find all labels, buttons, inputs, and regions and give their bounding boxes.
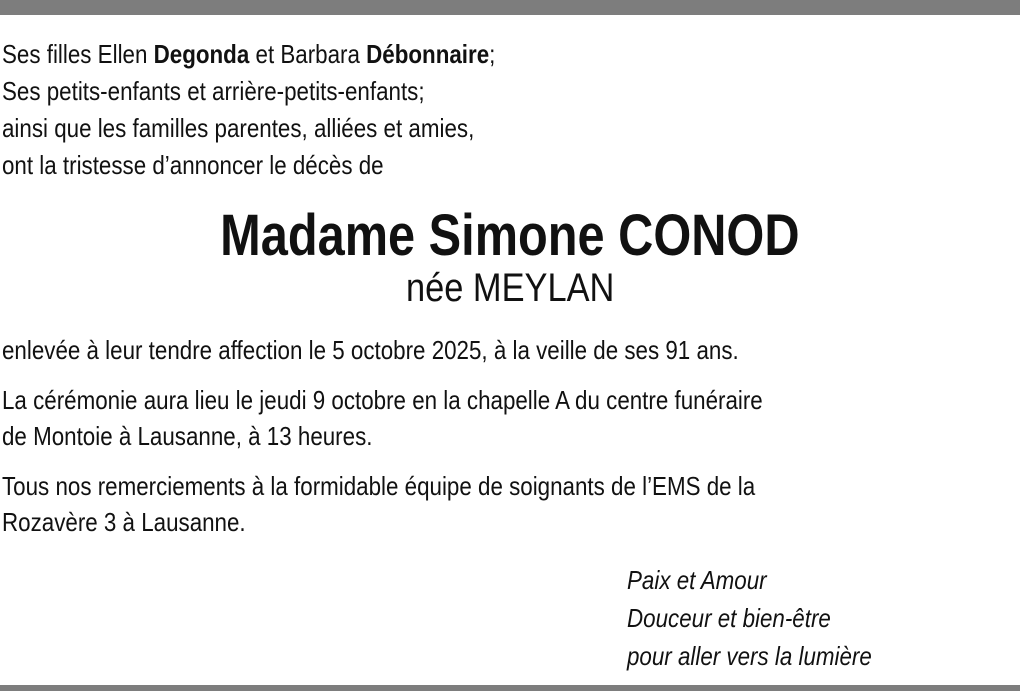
motto-line: Douceur et bien-être (627, 603, 831, 633)
family-name-degonda: Degonda (153, 39, 250, 69)
intro-text: et Barbara (249, 39, 367, 69)
motto-line: pour aller vers la lumière (627, 641, 872, 671)
family-name-debonnaire: Débonnaire (366, 39, 490, 69)
intro-line-grandchildren: Ses petits-enfants et arrière-petits-enfants; (2, 76, 425, 106)
deceased-name: Madame Simone CONOD (220, 203, 800, 268)
intro-text: ; (489, 39, 496, 69)
paragraph-line: de Montoie à Lausanne, à 13 heures. (2, 421, 373, 451)
paragraph-line: enlevée à leur tendre affection le 5 octobre 2025, à la veille de ses 91 ans. (2, 335, 739, 365)
top-rule (0, 0, 1020, 15)
paragraph-line: La cérémonie aura lieu le jeudi 9 octobre en la chapelle A du centre funéraire (2, 385, 763, 415)
maiden-name: née MEYLAN (405, 266, 615, 310)
bottom-rule (0, 685, 1020, 691)
paragraph-passing (2, 332, 876, 368)
intro-text: Ses filles Ellen (2, 39, 154, 69)
paragraph-line: Rozavère 3 à Lausanne. (2, 507, 246, 537)
motto-line: Paix et Amour (627, 565, 767, 595)
paragraph-thanks (2, 468, 876, 540)
paragraph-ceremony (2, 382, 876, 454)
intro-line-families: ainsi que les familles parentes, alliées et amies, (2, 113, 475, 143)
family-announcement (2, 36, 876, 184)
intro-line-daughters (2, 36, 876, 73)
intro-line-announce: ont la tristesse d’annoncer le décès de (2, 150, 384, 180)
motto (627, 561, 872, 675)
deceased-name-block (2, 203, 1018, 310)
paragraph-line: Tous nos remerciements à la formidable équipe de soignants de l’EMS de la (2, 471, 756, 501)
obituary-notice (2, 36, 1018, 540)
